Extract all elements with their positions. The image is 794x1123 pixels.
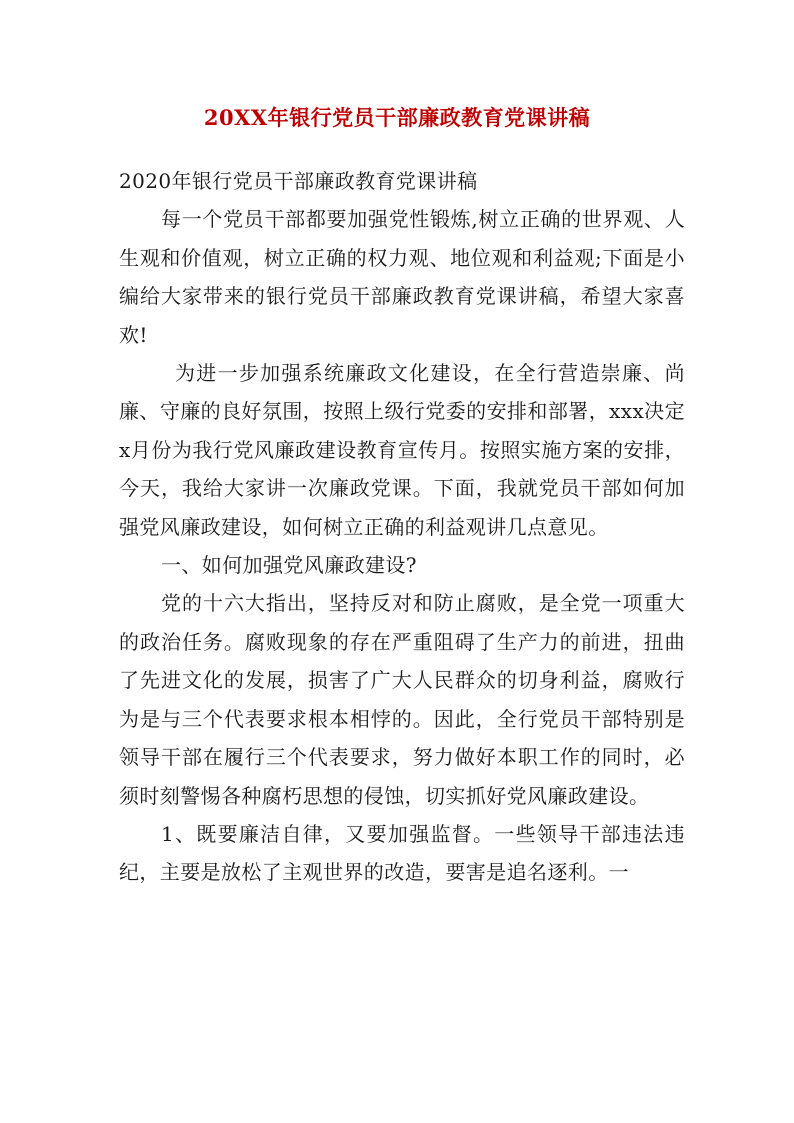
document-title: 20XX年银行党员干部廉政教育党课讲稿 <box>203 105 591 130</box>
intro-paragraph: 每一个党员干部都要加强党性锻炼,树立正确的世界观、人生观和价值观，树立正确的权力观、地位观和利益观;下面是小编给大家带来的银行党员干部廉政教育党课讲稿，希望大家喜欢! <box>119 207 685 347</box>
section-heading: 一、如何加强党风廉政建设? <box>161 553 417 578</box>
section-paragraph: 党的十六大指出，坚持反对和防止腐败，是全党一项重大的政治任务。腐败现象的存在严重阻碍了生产力的前进，扭曲了先进文化的发展，损害了广大人民群众的切身利益，腐败行为是与三个代表要求根本相悖的。因此，全行党员干部特别是领导干部在履行三个代表要求，努力做好本职工作的同时，必须时刻警惕各种腐朽思想的侵蚀，切实抓好党风廉政建设。 <box>119 591 685 808</box>
document-body <box>119 162 685 892</box>
point-paragraph: 1、既要廉洁自律，又要加强监督。一些领导干部违法违纪，主要是放松了主观世界的改造，要害是追名逐利。一 <box>119 821 685 885</box>
background-paragraph: 为进一步加强系统廉政文化建设，在全行营造崇廉、尚廉、守廉的良好氛围，按照上级行党委的安排和部署，xxx决定x月份为我行党风廉政建设教育宣传月。按照实施方案的安排，今天，我给大家讲一次廉政党课。下面，我就党员干部如何加强党风廉政建设，如何树立正确的利益观讲几点意见。 <box>119 361 685 539</box>
subtitle-paragraph: 2020年银行党员干部廉政教育党课讲稿 <box>119 169 478 193</box>
